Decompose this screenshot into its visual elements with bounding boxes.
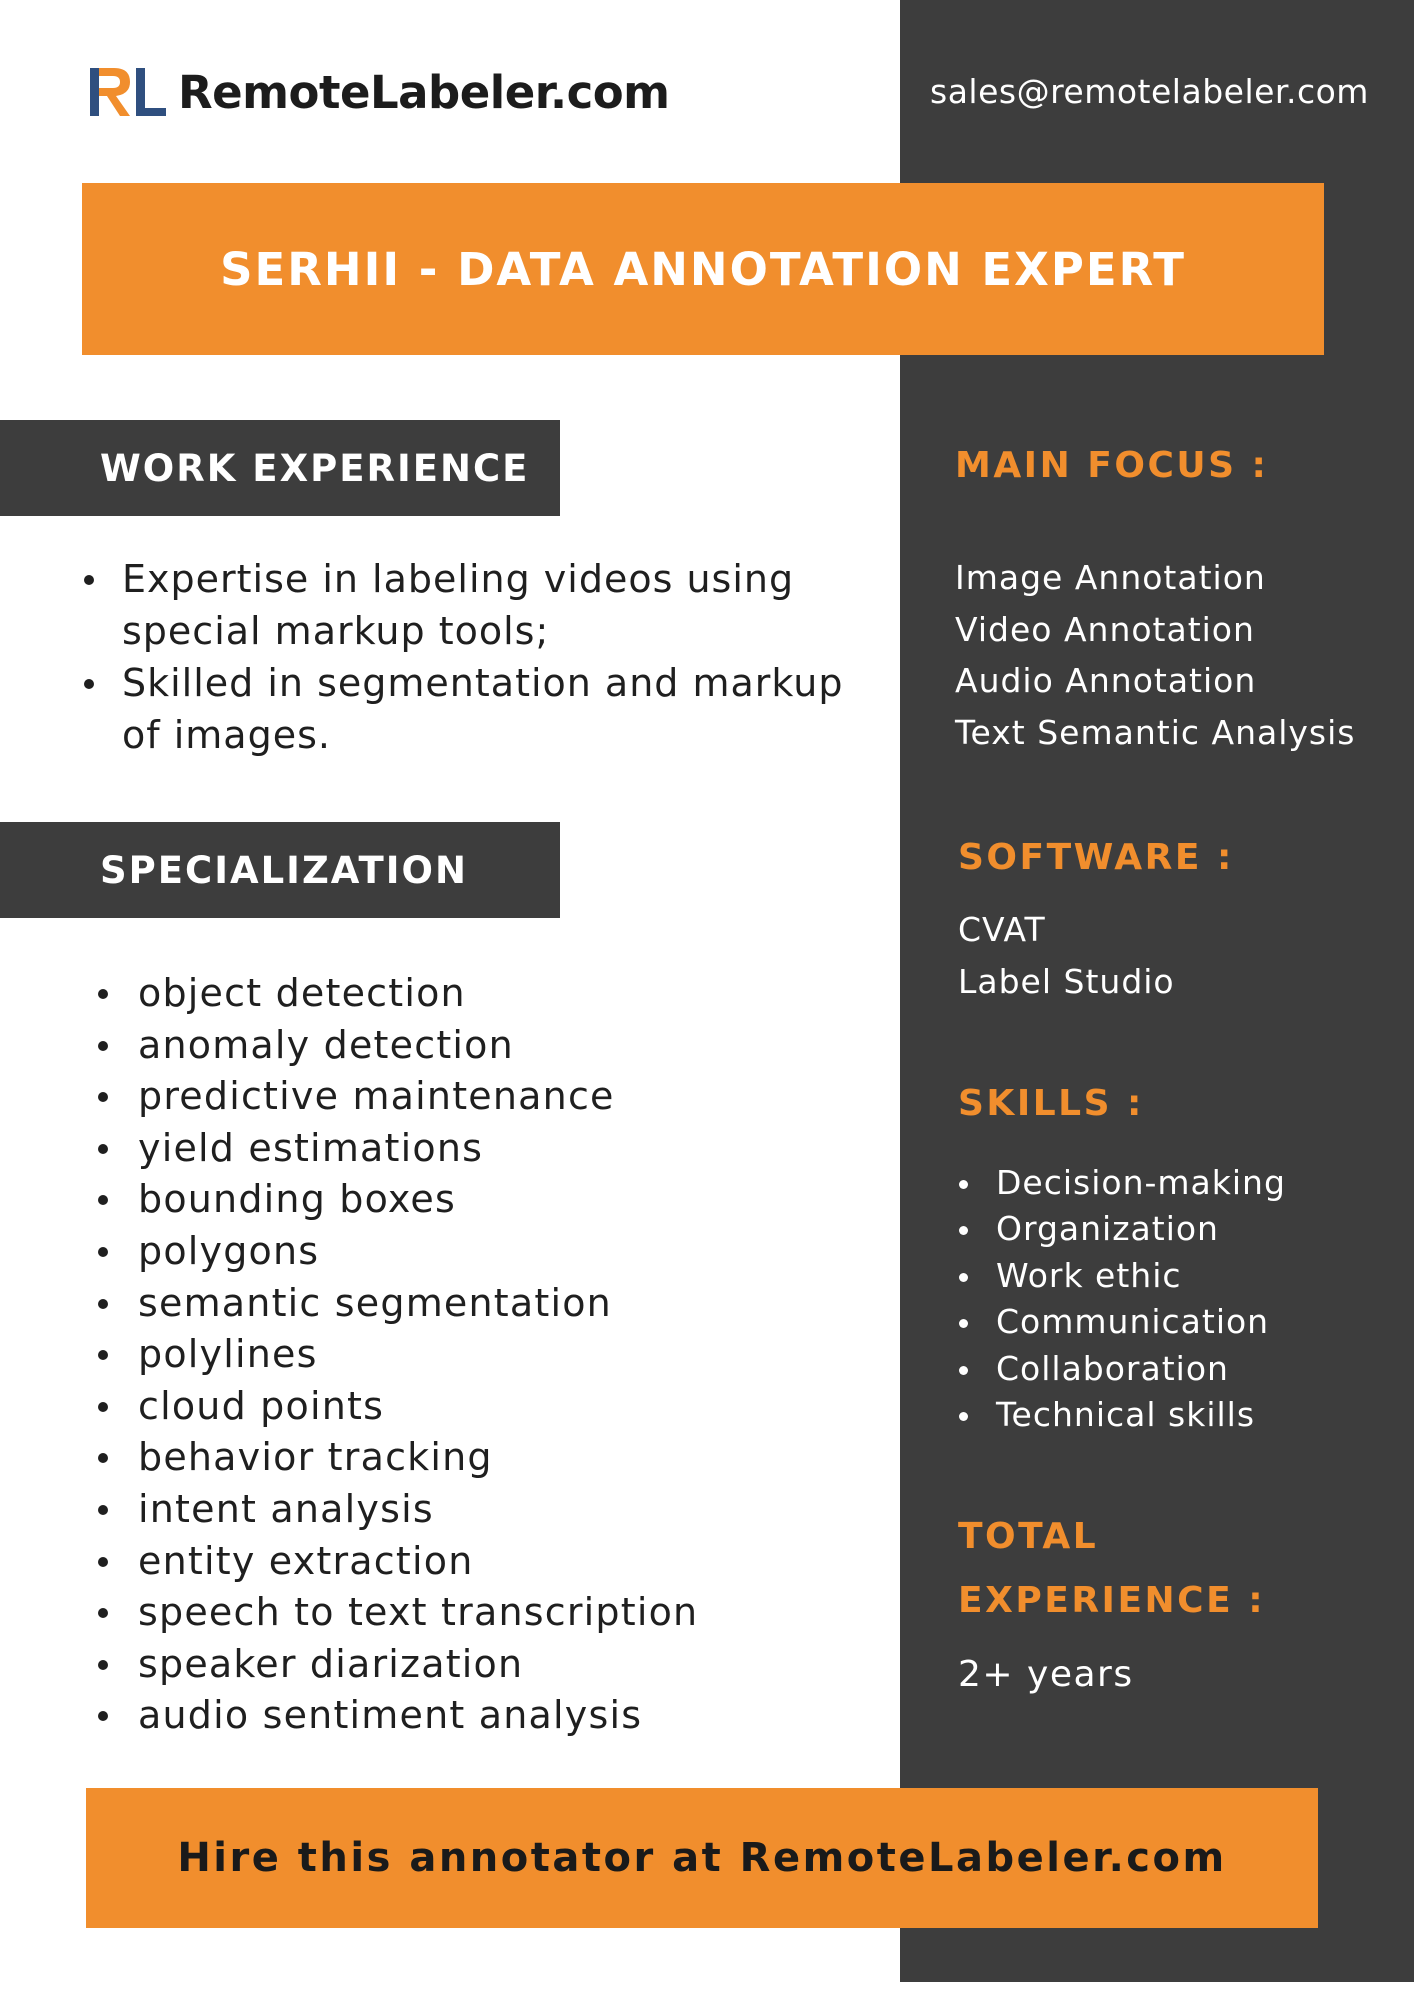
spec-item-text: yield estimations xyxy=(138,1125,484,1170)
software-list xyxy=(958,904,1175,1007)
list-item xyxy=(92,1020,792,1072)
bullet-icon xyxy=(98,1144,108,1154)
bullet-icon xyxy=(959,1319,968,1328)
main-focus-item: Text Semantic Analysis xyxy=(955,712,1356,752)
list-item xyxy=(92,1536,792,1588)
bullet-icon xyxy=(84,575,94,585)
list-item xyxy=(955,1206,1395,1252)
list-item xyxy=(92,1484,792,1536)
bullet-icon xyxy=(98,1092,108,1102)
list-item xyxy=(955,1160,1395,1206)
spec-item-text: cloud points xyxy=(138,1383,385,1428)
work-item-text: Skilled in segmentation and markup of images. xyxy=(122,661,844,757)
bullet-icon xyxy=(98,1557,108,1567)
work-experience-header xyxy=(0,420,560,516)
bullet-icon xyxy=(959,1412,968,1421)
spec-item-text: bounding boxes xyxy=(138,1177,456,1222)
bullet-icon xyxy=(98,1195,108,1205)
contact-email[interactable]: sales@remotelabeler.com xyxy=(930,72,1369,111)
spec-item-text: anomaly detection xyxy=(138,1022,514,1067)
bullet-icon xyxy=(98,1608,108,1618)
main-focus-heading: MAIN FOCUS : xyxy=(955,445,1269,486)
list-item xyxy=(92,1690,792,1742)
hire-cta-banner[interactable] xyxy=(86,1788,1318,1928)
software-item: Label Studio xyxy=(958,961,1175,1001)
spec-item-text: object detection xyxy=(138,971,466,1015)
spec-item-text: intent analysis xyxy=(138,1486,434,1531)
spec-item-text: behavior tracking xyxy=(138,1435,493,1480)
spec-item-text: entity extraction xyxy=(138,1538,474,1583)
main-focus-item: Image Annotation xyxy=(955,558,1266,597)
list-item xyxy=(92,1381,792,1433)
list-item xyxy=(955,1299,1395,1345)
total-experience-value: 2+ years xyxy=(958,1654,1134,1695)
list-item xyxy=(78,553,878,657)
logo-text: RemoteLabeler.com xyxy=(178,65,670,119)
bullet-icon xyxy=(84,679,94,689)
skills-list xyxy=(955,1160,1395,1438)
skills-heading: SKILLS : xyxy=(958,1083,1144,1124)
bullet-icon xyxy=(98,1505,108,1515)
spec-item-text: audio sentiment analysis xyxy=(138,1693,643,1738)
list-item xyxy=(92,1432,792,1484)
list-item xyxy=(92,1329,792,1381)
specialization-list xyxy=(92,968,792,1742)
spec-item-text: speaker diarization xyxy=(138,1641,524,1686)
bullet-icon xyxy=(98,1247,108,1257)
spec-item-text: predictive maintenance xyxy=(138,1074,615,1119)
software-heading: SOFTWARE : xyxy=(958,837,1234,878)
main-focus-item: Audio Annotation xyxy=(955,661,1257,700)
list-item xyxy=(78,657,878,761)
total-experience-heading-line1: TOTAL xyxy=(958,1516,1099,1557)
list-item xyxy=(92,1278,792,1330)
list-item xyxy=(92,968,792,1020)
skill-item-text: Organization xyxy=(996,1209,1219,1249)
skill-item-text: Collaboration xyxy=(996,1348,1229,1388)
list-item xyxy=(92,1123,792,1175)
list-item xyxy=(92,1071,792,1123)
rl-logo-icon xyxy=(86,64,168,120)
skill-item-text: Work ethic xyxy=(996,1255,1182,1295)
specialization-header xyxy=(0,822,560,918)
page-title: SERHII - DATA ANNOTATION EXPERT xyxy=(220,242,1186,296)
list-item xyxy=(92,1174,792,1226)
bullet-icon xyxy=(98,1299,108,1309)
bullet-icon xyxy=(959,1366,968,1375)
logo[interactable] xyxy=(86,62,670,122)
bullet-icon xyxy=(98,989,108,999)
main-focus-item: Video Annotation xyxy=(955,609,1255,649)
list-item xyxy=(955,1346,1395,1392)
specialization-heading: SPECIALIZATION xyxy=(100,848,468,892)
bullet-icon xyxy=(98,1350,108,1360)
bullet-icon xyxy=(98,1660,108,1670)
list-item xyxy=(92,1226,792,1278)
list-item xyxy=(955,1392,1395,1438)
skill-item-text: Technical skills xyxy=(996,1395,1256,1435)
spec-item-text: polygons xyxy=(138,1228,320,1273)
total-experience-heading-line2: EXPERIENCE : xyxy=(958,1580,1266,1621)
software-item: CVAT xyxy=(958,910,1046,949)
bullet-icon xyxy=(98,1711,108,1721)
main-focus-list xyxy=(955,552,1355,758)
spec-item-text: semantic segmentation xyxy=(138,1280,612,1325)
spec-item-text: polylines xyxy=(138,1332,318,1377)
bullet-icon xyxy=(959,1180,968,1189)
bullet-icon xyxy=(959,1226,968,1235)
bullet-icon xyxy=(98,1402,108,1412)
list-item xyxy=(92,1639,792,1691)
list-item xyxy=(955,1253,1395,1299)
bullet-icon xyxy=(98,1041,108,1051)
skill-item-text: Decision-making xyxy=(996,1163,1286,1202)
hire-cta-text[interactable]: Hire this annotator at RemoteLabeler.com xyxy=(177,1835,1227,1881)
list-item xyxy=(92,1587,792,1639)
work-experience-heading: WORK EXPERIENCE xyxy=(100,446,530,490)
skill-item-text: Communication xyxy=(996,1302,1270,1342)
title-banner xyxy=(82,183,1324,355)
work-experience-list xyxy=(78,553,878,761)
work-item-text: Expertise in labeling videos using special markup tools; xyxy=(122,557,795,653)
spec-item-text: speech to text transcription xyxy=(138,1590,699,1635)
bullet-icon xyxy=(959,1273,968,1282)
bullet-icon xyxy=(98,1453,108,1463)
